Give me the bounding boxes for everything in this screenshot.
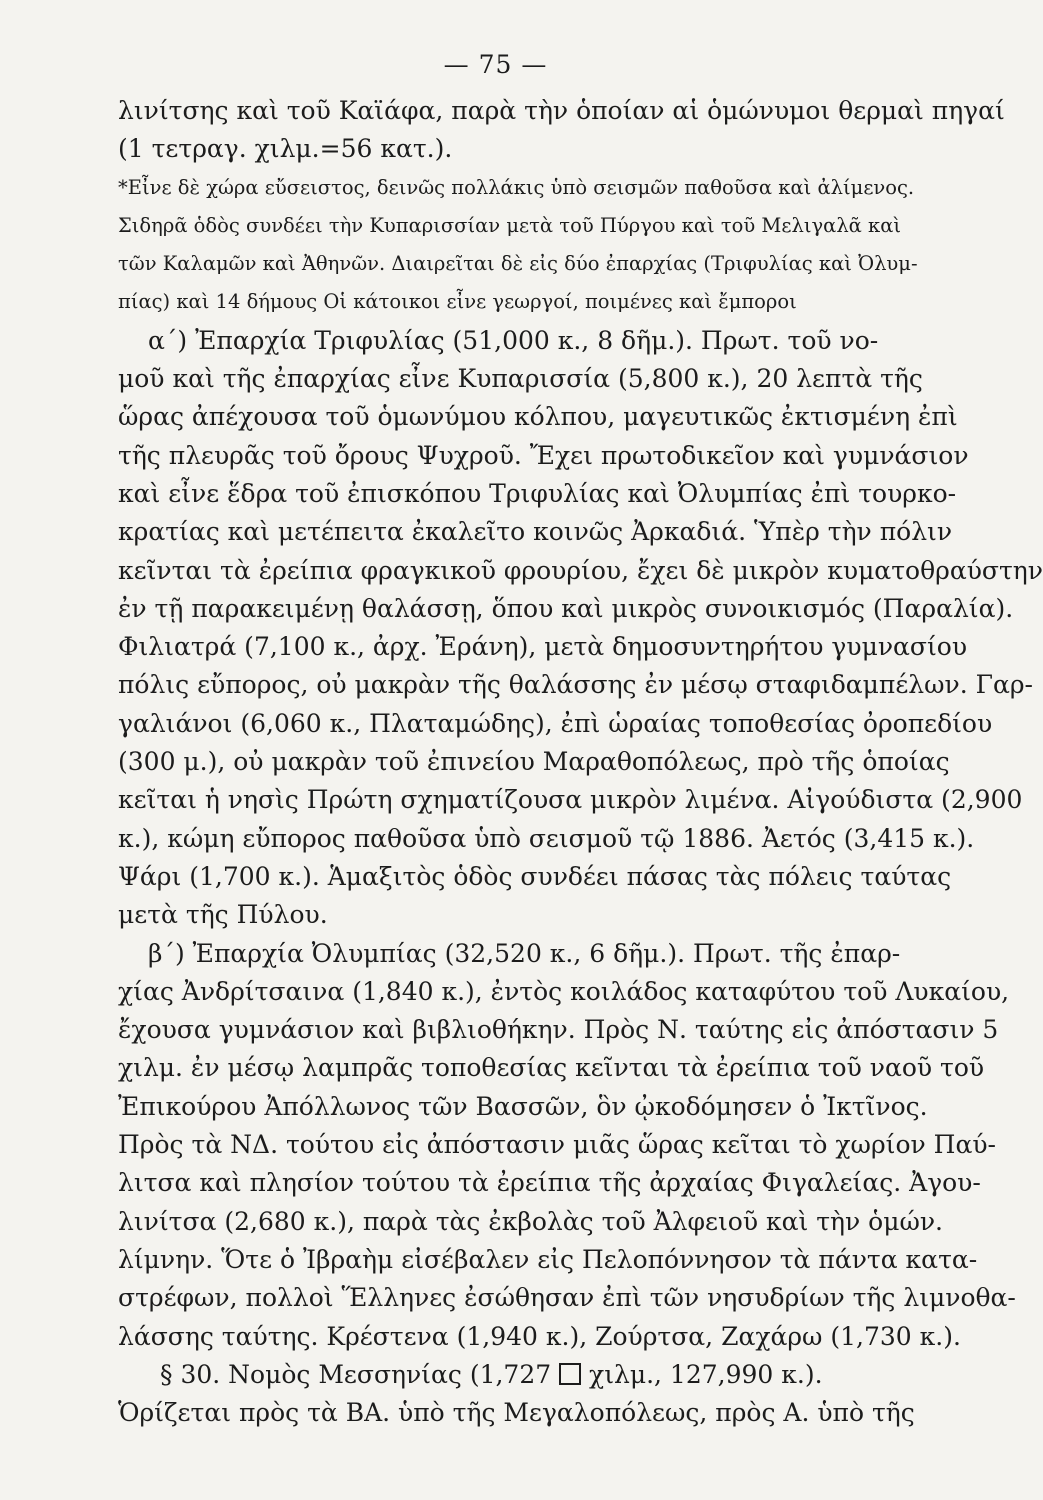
text-line: λινίτσης καὶ τοῦ Καϊάφα, παρὰ τὴν ὁποίαν αἱ ὁμώνυμοι θερμαὶ πηγαί [118, 96, 1005, 125]
text-line: μοῦ καὶ τῆς ἐπαρχίας εἶνε Κυπαρισσία (5,800 κ.), 20 λεπτὰ τῆς [118, 364, 923, 394]
text-line: β΄) Ἐπαρχία Ὀλυμπίας (32,520 κ., 6 δῆμ.). Πρωτ. τῆς ἐπαρ- [148, 938, 901, 968]
text-line: μετὰ τῆς Πύλου. [118, 900, 328, 930]
text-line: τῶν Καλαμῶν καὶ Ἀθηνῶν. Διαιρεῖται δὲ εἰς δύο ἐπαρχίας (Τριφυλίας καὶ Ὀλυμ- [118, 252, 918, 276]
section-heading [118, 1356, 908, 1394]
text-line: καὶ εἶνε ἕδρα τοῦ ἐπισκόπου Τριφυλίας καὶ Ὀλυμπίας ἐπὶ τουρκο- [118, 478, 957, 508]
text-line: λίμνην. Ὅτε ὁ Ἰβραὴμ εἰσέβαλεν εἰς Πελοπόννησον τὰ πάντα κατα- [118, 1244, 978, 1274]
square-symbol [559, 1363, 581, 1385]
text-line: Ἐπικούρου Ἀπόλλωνος τῶν Βασσῶν, ὃν ᾠκοδόμησεν ὁ Ἰκτῖνος. [118, 1091, 928, 1121]
text-line: Ὁρίζεται πρὸς τὰ ΒΑ. ὑπὸ τῆς Μεγαλοπόλεως, πρὸς Α. ὑπὸ τῆς [118, 1398, 915, 1428]
text-line: ὥρας ἀπέχουσα τοῦ ὁμωνύμου κόλπου, μαγευτικῶς ἐκτισμένη ἐπὶ [118, 402, 958, 432]
text-line: κ.), κώμη εὔπορος παθοῦσα ὑπὸ σεισμοῦ τῷ 1886. Ἀετός (3,415 κ.). [118, 823, 975, 853]
text-line: πίας) καὶ 14 δήμους Οἱ κάτοικοι εἶνε γεωργοί, ποιμένες καὶ ἔμποροι [118, 290, 797, 314]
text-line: Φιλιατρά (7,100 κ., ἀρχ. Ἐράνη), μετὰ δημοσυντηρήτου γυμνασίου [118, 632, 968, 662]
section-heading-tail: χιλμ., 127,990 κ.). [589, 1359, 823, 1389]
text-line: *Εἶνε δὲ χώρα εὔσειστος, δεινῶς πολλάκις ὑπὸ σεισμῶν παθοῦσα καὶ ἀλίμενος. [118, 175, 915, 199]
text-line: χιλμ. ἐν μέσῳ λαμπρᾶς τοποθεσίας κεῖνται τὰ ἐρείπια τοῦ ναοῦ τοῦ [118, 1053, 985, 1083]
text-line: τῆς πλευρᾶς τοῦ ὄρους Ψυχροῦ. Ἔχει πρωτοδικεῖον καὶ γυμνάσιον [118, 440, 969, 470]
text-line: κεῖται ἡ νησὶς Πρώτη σχηματίζουσα μικρὸν λιμένα. Αἰγούδιστα (2,900 [118, 785, 1023, 815]
text-line: α΄) Ἐπαρχία Τριφυλίας (51,000 κ., 8 δῆμ.). Πρωτ. τοῦ νο- [148, 325, 879, 355]
text-line: Ψάρι (1,700 κ.). Ἁμαξιτὸς ὁδὸς συνδέει πάσας τὰς πόλεις ταύτας [118, 861, 952, 891]
text-line: Πρὸς τὰ ΝΔ. τούτου εἰς ἀπόστασιν μιᾶς ὥρας κεῖται τὸ χωρίον Παύ- [118, 1130, 996, 1160]
page-body [118, 92, 1043, 1432]
text-line: ἔχουσα γυμνάσιον καὶ βιβλιοθήκην. Πρὸς Ν. ταύτης εἰς ἀπόστασιν 5 [118, 1015, 999, 1045]
page-number: — 75 — [443, 50, 548, 79]
text-line: χίας Ἀνδρίτσαινα (1,840 κ.), ἐντὸς κοιλάδος καταφύτου τοῦ Λυκαίου, [118, 976, 1010, 1006]
text-line: (1 τετραγ. χιλμ.=56 κατ.). [118, 134, 453, 164]
text-line: λάσσης ταύτης. Κρέστενα (1,940 κ.), Ζούρτσα, Ζαχάρω (1,730 κ.). [118, 1321, 961, 1351]
text-line: πόλις εὔπορος, οὐ μακρὰν τῆς θαλάσσης ἐν μέσῳ σταφιδαμπέλων. Γαρ- [118, 670, 1034, 700]
text-line: λιτσα καὶ πλησίον τούτου τὰ ἐρείπια τῆς ἀρχαίας Φιγαλείας. Ἀγου- [118, 1168, 981, 1198]
text-line: λινίτσα (2,680 κ.), παρὰ τὰς ἐκβολὰς τοῦ Ἀλφειοῦ καὶ τὴν ὁμών. [118, 1206, 943, 1236]
section-heading-text: § 30. Νομὸς Μεσσηνίας (1,727 [160, 1359, 552, 1389]
text-line: κρατίας καὶ μετέπειτα ἐκαλεῖτο κοινῶς Ἀρκαδιά. Ὑπὲρ τὴν πόλιν [118, 517, 953, 547]
text-line: ἐν τῇ παρακειμένῃ θαλάσσῃ, ὅπου καὶ μικρὸς συνοικισμός (Παραλία). [118, 593, 1014, 623]
text-line: (300 μ.), οὐ μακρὰν τοῦ ἐπινείου Μαραθοπόλεως, πρὸ τῆς ὁποίας [118, 747, 950, 777]
text-line: γαλιάνοι (6,060 κ., Πλαταμώδης), ἐπὶ ὡραίας τοποθεσίας ὀροπεδίου [118, 708, 993, 738]
text-line: στρέφων, πολλοὶ Ἕλληνες ἐσώθησαν ἐπὶ τῶν νησυδρίων τῆς λιμνοθα- [118, 1283, 1016, 1313]
text-line: Σιδηρᾶ ὁδὸς συνδέει τὴν Κυπαρισσίαν μετὰ τοῦ Πύργου καὶ τοῦ Μελιγαλᾶ καὶ [118, 213, 902, 237]
text-line: κεῖνται τὰ ἐρείπια φραγκικοῦ φρουρίου, ἔχει δὲ μικρὸν κυματοθραύστην [118, 555, 1043, 585]
